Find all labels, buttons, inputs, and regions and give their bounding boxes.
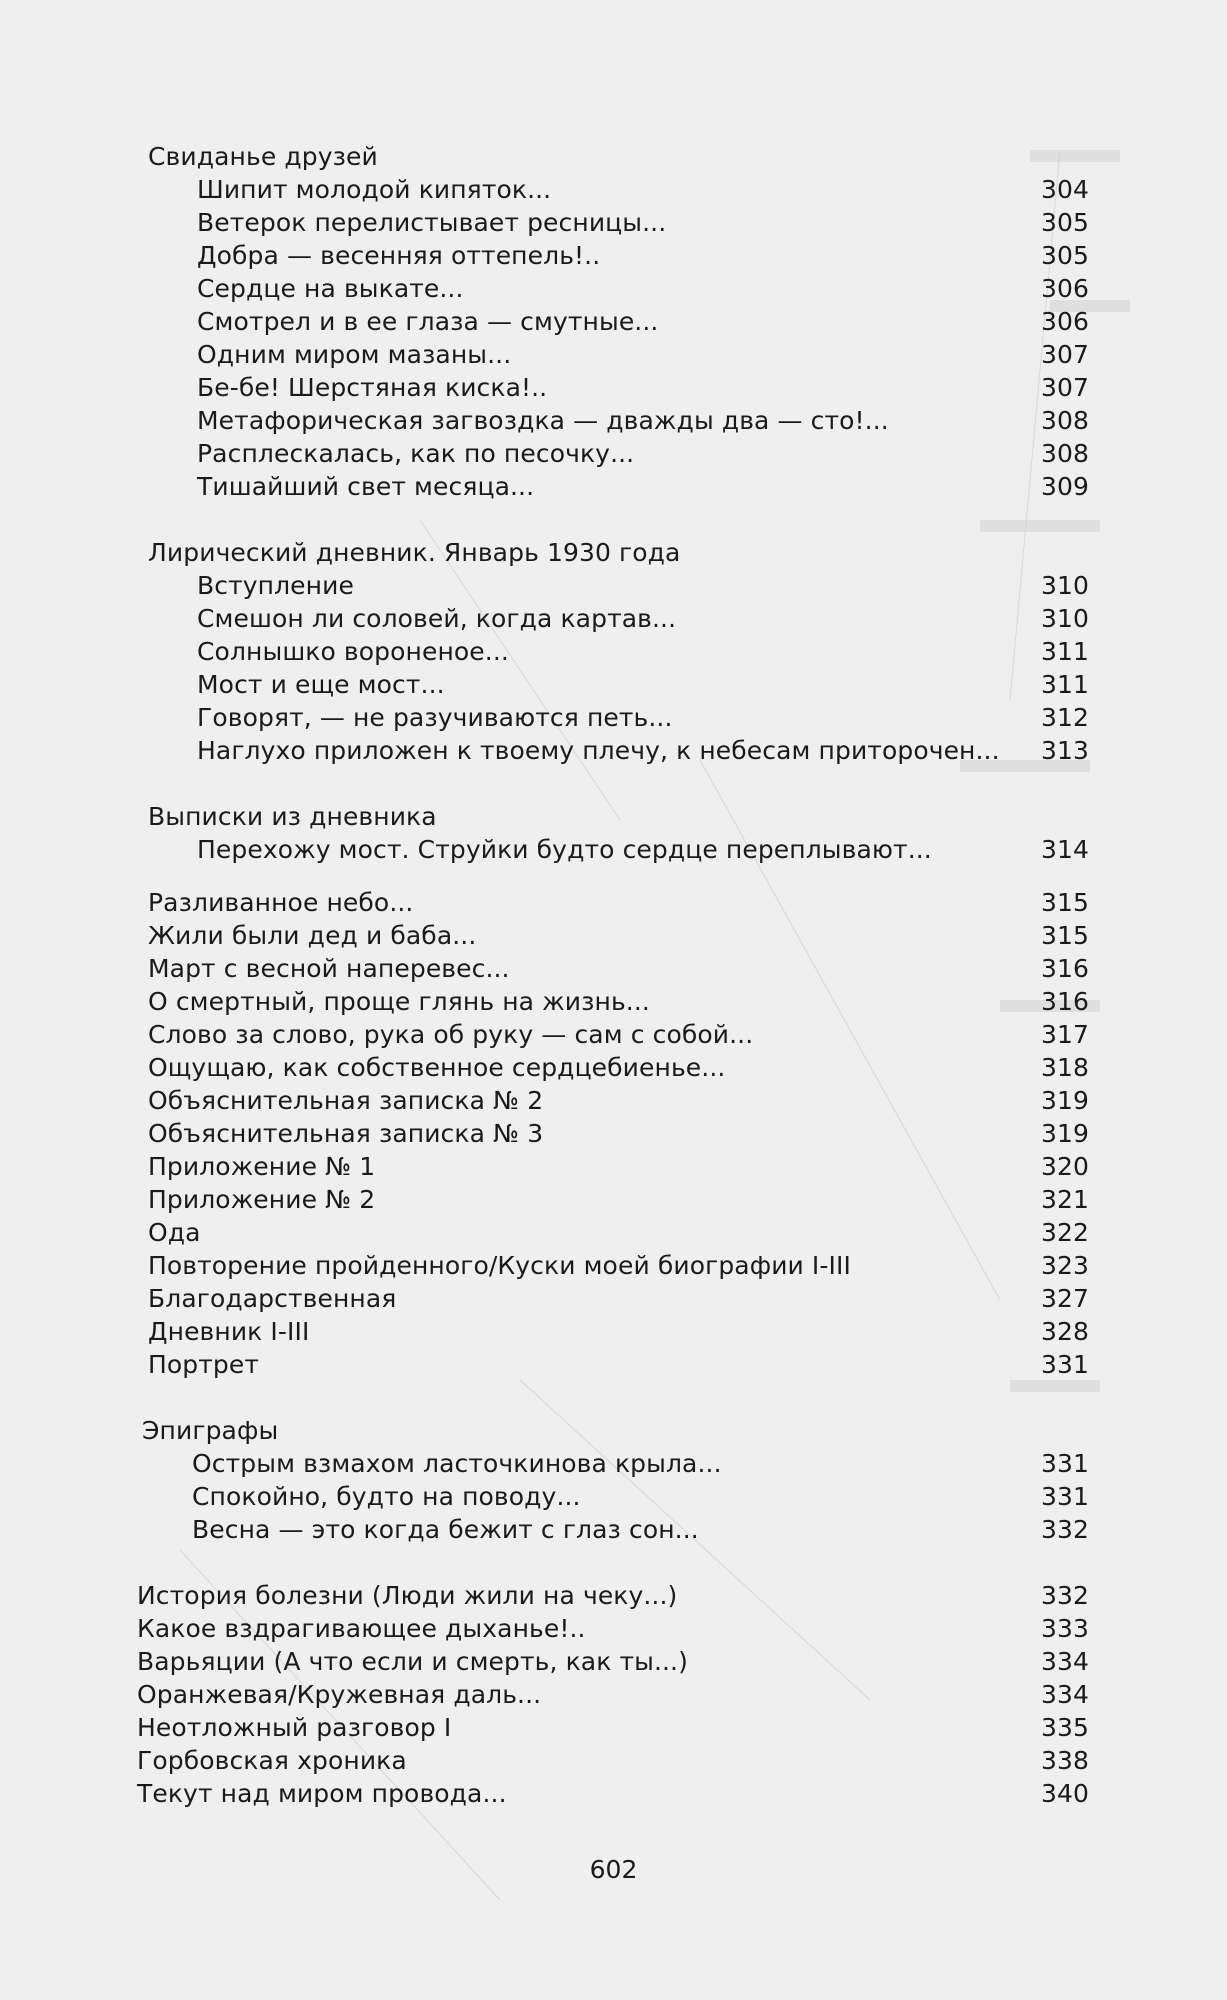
toc-entry-title: Расплескалась, как по песочку... — [197, 439, 635, 468]
table-of-contents — [0, 140, 1227, 1810]
toc-entry-page: 310 — [1040, 604, 1089, 633]
toc-entry — [0, 734, 1227, 767]
toc-entry-title: Перехожу мост. Струйки будто сердце переплывают... — [197, 835, 932, 864]
toc-section-heading — [0, 1414, 1227, 1447]
toc-entry-title: Горбовская хроника — [137, 1746, 407, 1775]
section-spacer — [0, 767, 1227, 800]
toc-entry-title: Неотложный разговор I — [137, 1713, 452, 1742]
toc-entry — [0, 437, 1227, 470]
toc-entry — [0, 1711, 1227, 1744]
toc-entry-title: Бе-бе! Шерстяная киска!.. — [197, 373, 548, 402]
toc-entry — [0, 1084, 1227, 1117]
toc-entry — [0, 833, 1227, 866]
toc-entry-page: 312 — [1040, 703, 1089, 732]
toc-entry — [0, 602, 1227, 635]
toc-entry — [0, 701, 1227, 734]
toc-entry — [0, 886, 1227, 919]
toc-entry-page: 311 — [1040, 637, 1089, 666]
toc-entry — [0, 1150, 1227, 1183]
toc-entry-page: 331 — [1040, 1449, 1089, 1478]
toc-entry — [0, 239, 1227, 272]
toc-entry-page: 321 — [1040, 1185, 1089, 1214]
page-number: 602 — [589, 1855, 638, 1884]
toc-entry-title: Ощущаю, как собственное сердцебиенье... — [148, 1053, 726, 1082]
toc-entry — [0, 272, 1227, 305]
toc-entry — [0, 1579, 1227, 1612]
toc-entry-title: Повторение пройденного/Куски моей биографии I-III — [148, 1251, 851, 1280]
toc-entry-page: 332 — [1040, 1515, 1089, 1544]
toc-entry — [0, 1117, 1227, 1150]
toc-entry-title: Варьяции (А что если и смерть, как ты...) — [137, 1647, 688, 1676]
toc-entry-page: 306 — [1040, 274, 1089, 303]
toc-entry-page: 340 — [1040, 1779, 1089, 1808]
toc-entry-title: Одним миром мазаны... — [197, 340, 512, 369]
toc-entry-title: Тишайший свет месяца... — [197, 472, 535, 501]
toc-section-heading — [0, 800, 1227, 833]
toc-entry — [0, 1612, 1227, 1645]
toc-entry-title: Свиданье друзей — [148, 142, 378, 171]
toc-entry-title: Объяснительная записка № 2 — [148, 1086, 544, 1115]
toc-entry — [0, 569, 1227, 602]
toc-entry-title: Солнышко вороненое... — [197, 637, 509, 666]
toc-entry — [0, 919, 1227, 952]
toc-entry-page: 335 — [1040, 1713, 1089, 1742]
toc-entry-page: 317 — [1040, 1020, 1089, 1049]
toc-entry-title: О смертный, проще глянь на жизнь... — [148, 987, 650, 1016]
toc-entry-page: 334 — [1040, 1680, 1089, 1709]
toc-entry-page: 308 — [1040, 406, 1089, 435]
section-spacer — [0, 866, 1227, 886]
toc-entry-page: 319 — [1040, 1086, 1089, 1115]
toc-entry-page: 319 — [1040, 1119, 1089, 1148]
toc-entry-page: 308 — [1040, 439, 1089, 468]
toc-entry-page: 332 — [1040, 1581, 1089, 1610]
toc-entry — [0, 173, 1227, 206]
toc-entry-page: 333 — [1040, 1614, 1089, 1643]
toc-entry — [0, 1744, 1227, 1777]
toc-entry-title: Говорят, — не разучиваются петь... — [197, 703, 673, 732]
toc-entry-page: 307 — [1040, 340, 1089, 369]
toc-section-heading — [0, 536, 1227, 569]
toc-entry — [0, 985, 1227, 1018]
toc-entry — [0, 1777, 1227, 1810]
toc-entry-title: Метафорическая загвоздка — дважды два — сто!... — [197, 406, 889, 435]
toc-entry — [0, 1480, 1227, 1513]
toc-entry — [0, 635, 1227, 668]
toc-entry — [0, 1348, 1227, 1381]
toc-entry-title: Март с весной наперевес... — [148, 954, 510, 983]
toc-entry-page: 331 — [1040, 1482, 1089, 1511]
toc-entry — [0, 305, 1227, 338]
toc-entry-title: Ветерок перелистывает ресницы... — [197, 208, 667, 237]
toc-entry-title: Выписки из дневника — [148, 802, 437, 831]
toc-entry-page: 311 — [1040, 670, 1089, 699]
toc-entry-title: История болезни (Люди жили на чеку...) — [137, 1581, 678, 1610]
toc-entry-title: Слово за слово, рука об руку — сам с собой... — [148, 1020, 754, 1049]
toc-entry-title: Сердце на выкате... — [197, 274, 464, 303]
toc-entry-title: Приложение № 2 — [148, 1185, 376, 1214]
toc-entry — [0, 1447, 1227, 1480]
toc-entry-title: Смотрел и в ее глаза — смутные... — [197, 307, 659, 336]
toc-entry-page: 309 — [1040, 472, 1089, 501]
section-spacer — [0, 1546, 1227, 1579]
toc-entry-page: 305 — [1040, 208, 1089, 237]
toc-entry-page: 323 — [1040, 1251, 1089, 1280]
toc-entry-title: Разливанное небо... — [148, 888, 414, 917]
toc-entry-title: Портрет — [148, 1350, 260, 1379]
toc-entry-title: Острым взмахом ласточкинова крыла... — [192, 1449, 722, 1478]
toc-entry — [0, 404, 1227, 437]
toc-entry-title: Дневник I-III — [148, 1317, 310, 1346]
toc-entry-title: Вступление — [197, 571, 354, 600]
toc-entry — [0, 470, 1227, 503]
toc-entry-page: 316 — [1040, 987, 1089, 1016]
toc-entry-page: 320 — [1040, 1152, 1089, 1181]
toc-entry-page: 315 — [1040, 921, 1089, 950]
toc-entry-title: Весна — это когда бежит с глаз сон... — [192, 1515, 699, 1544]
toc-entry-title: Лирический дневник. Январь 1930 года — [148, 538, 681, 567]
toc-entry-page: 328 — [1040, 1317, 1089, 1346]
toc-entry-page: 306 — [1040, 307, 1089, 336]
toc-entry — [0, 1216, 1227, 1249]
toc-entry-title: Оранжевая/Кружевная даль... — [137, 1680, 542, 1709]
section-spacer — [0, 1381, 1227, 1414]
toc-entry-page: 327 — [1040, 1284, 1089, 1313]
toc-entry-page: 304 — [1040, 175, 1089, 204]
toc-entry-title: Добра — весенняя оттепель!.. — [197, 241, 601, 270]
toc-entry-title: Шипит молодой кипяток... — [197, 175, 552, 204]
toc-entry — [0, 338, 1227, 371]
toc-entry-title: Спокойно, будто на поводу... — [192, 1482, 581, 1511]
toc-entry-title: Ода — [148, 1218, 201, 1247]
toc-entry-page: 318 — [1040, 1053, 1089, 1082]
toc-section-heading — [0, 140, 1227, 173]
toc-entry-page: 316 — [1040, 954, 1089, 983]
toc-entry — [0, 1249, 1227, 1282]
toc-entry-page: 331 — [1040, 1350, 1089, 1379]
toc-entry-title: Какое вздрагивающее дыханье!.. — [137, 1614, 586, 1643]
toc-entry — [0, 668, 1227, 701]
section-spacer — [0, 503, 1227, 536]
toc-entry — [0, 1051, 1227, 1084]
toc-entry-page: 315 — [1040, 888, 1089, 917]
toc-entry-page: 305 — [1040, 241, 1089, 270]
toc-entry — [0, 1678, 1227, 1711]
toc-entry-title: Текут над миром провода... — [137, 1779, 507, 1808]
toc-entry-page: 313 — [1040, 736, 1089, 765]
toc-entry-page: 307 — [1040, 373, 1089, 402]
toc-entry — [0, 206, 1227, 239]
toc-entry — [0, 1183, 1227, 1216]
toc-entry-page: 338 — [1040, 1746, 1089, 1775]
toc-entry — [0, 1018, 1227, 1051]
toc-entry-title: Объяснительная записка № 3 — [148, 1119, 544, 1148]
toc-entry-title: Приложение № 1 — [148, 1152, 376, 1181]
toc-entry-page: 322 — [1040, 1218, 1089, 1247]
toc-entry — [0, 1282, 1227, 1315]
toc-entry — [0, 1645, 1227, 1678]
toc-entry-page: 310 — [1040, 571, 1089, 600]
toc-entry-page: 314 — [1040, 835, 1089, 864]
toc-entry — [0, 1315, 1227, 1348]
toc-entry — [0, 952, 1227, 985]
toc-entry-title: Благодарственная — [148, 1284, 397, 1313]
toc-entry-title: Мост и еще мост... — [197, 670, 445, 699]
toc-entry-title: Наглухо приложен к твоему плечу, к небесам приторочен... — [197, 736, 1000, 765]
toc-entry-title: Эпиграфы — [142, 1416, 279, 1445]
toc-entry-title: Жили были дед и баба... — [148, 921, 477, 950]
toc-entry-title: Смешон ли соловей, когда картав... — [197, 604, 677, 633]
toc-entry-page: 334 — [1040, 1647, 1089, 1676]
toc-entry — [0, 1513, 1227, 1546]
toc-entry — [0, 371, 1227, 404]
